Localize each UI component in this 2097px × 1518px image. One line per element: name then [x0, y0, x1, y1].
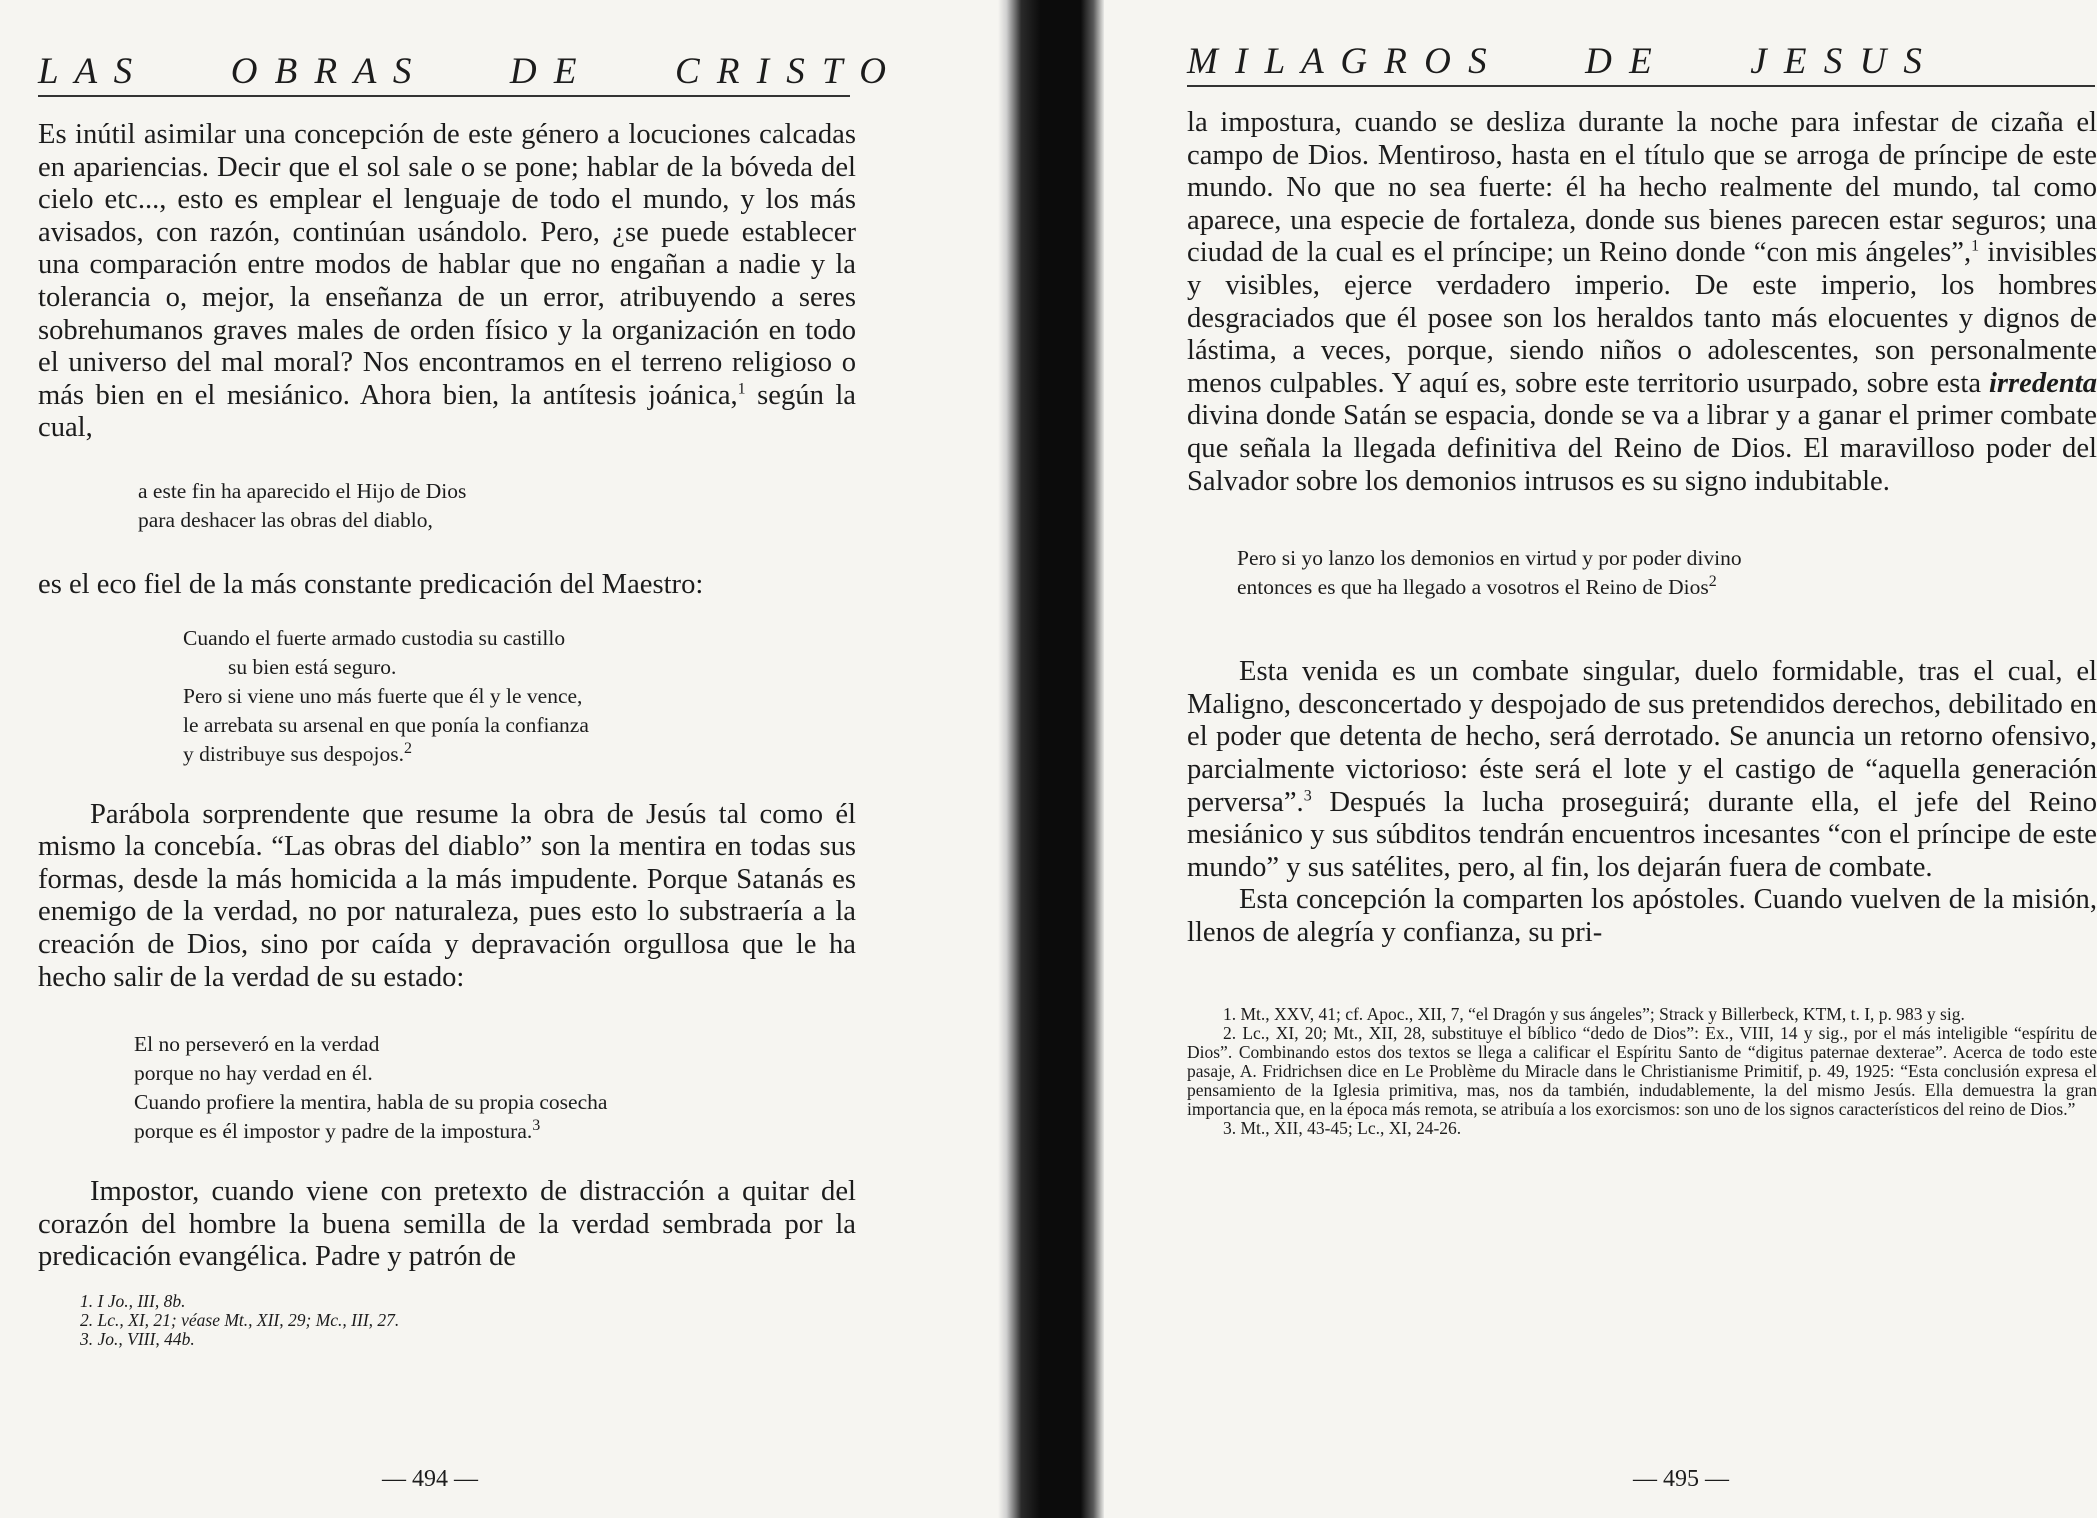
paragraph: [1187, 656, 2097, 884]
block-quote: [1237, 544, 2097, 602]
quote-line: a este fin ha aparecido el Hijo de Dios: [138, 478, 467, 503]
footnote-ref: 3: [1303, 786, 1312, 804]
footnotes-left: [38, 1292, 856, 1349]
left-page: [0, 0, 990, 1518]
running-head-word: M I L A G R O S: [1187, 41, 1488, 82]
footnote: 3. Mt., XII, 43-45; Lc., XI, 24-26.: [1223, 1118, 1462, 1139]
footnote-ref: 2: [1708, 572, 1717, 590]
paragraph: Impostor, cuando viene con pretexto de distracción a quitar del corazón del hombre la buena semilla de la verdad sembrada por la predicación evangélica. Padre y patrón de: [38, 1176, 856, 1273]
paragraph: [38, 119, 856, 445]
block-quote: [134, 1030, 856, 1146]
block-quote: [138, 477, 856, 535]
footnote: 2. Lc., XI, 21; véase Mt., XII, 29; Mc., III, 27.: [80, 1309, 400, 1330]
right-page: [1095, 0, 2097, 1518]
footnote-ref: 1: [1971, 237, 1980, 255]
paragraph-text: la impostura, cuando se desliza durante la noche para infestar de cizaña el campo de Dios. Mentiroso, hasta en el título que se arroga de príncipe de este mundo. No que no sea fuerte: él ha hecho realmente del mundo, tal como aparece, una especie de fortaleza, donde sus bienes parecen estar seguros; una ciudad de la cual es el príncipe; un Reino donde “con mis ángeles”,: [1187, 107, 2097, 269]
quote-line: Pero si viene uno más fuerte que él y le vence,: [183, 683, 583, 708]
running-head-word: J E S U S: [1750, 41, 1923, 82]
quote-text: entonces es que ha llegado a vosotros el Reino de Dios: [1237, 575, 1709, 600]
footnote: 1. I Jo., III, 8b.: [80, 1290, 186, 1311]
quote-line: para deshacer las obras del diablo,: [138, 507, 433, 532]
quote-line: Cuando profiere la mentira, habla de su propia cosecha: [134, 1090, 608, 1115]
paragraph-text: según la cual,: [38, 379, 856, 444]
quote-line: El no perseveró en la verdad: [134, 1032, 380, 1057]
block-quote: [183, 624, 856, 769]
paragraph: Parábola sorprendente que resume la obra de Jesús tal como él mismo la concebía. “Las obras del diablo” son la mentira en todas sus formas, desde la más homicida a la más impudente. Porque Satanás es enemigo de la verdad, no por naturaleza, pues esto lo substraería a la creación de Dios, sino por caída y depravación orgullosa que le ha hecho salir de la verdad de su estado:: [38, 798, 856, 993]
quote-line: [134, 1117, 856, 1146]
quote-text: y distribuye sus despojos.: [183, 741, 404, 766]
running-head-right: [1187, 40, 2095, 87]
quote-line: [183, 740, 856, 769]
quote-line: le arrebata su arsenal en que ponía la confianza: [183, 712, 589, 737]
footnotes-right: [1187, 1005, 2097, 1138]
quote-text: porque es él impostor y padre de la impostura.: [134, 1119, 533, 1144]
paragraph-text: divina donde Satán se espacia, donde se va a librar y a ganar el primer combate que señala la llegada definitiva del Reino de Dios. El maravilloso poder del Salvador sobre los demonios intrusos es su signo indubitable.: [1187, 400, 2097, 497]
footnote-ref: 1: [737, 380, 746, 398]
running-head-word: D E: [509, 51, 578, 92]
page-number-right: — 495 —: [1633, 1466, 1729, 1492]
footnote: 3. Jo., VIII, 44b.: [80, 1328, 195, 1349]
paragraph: [1187, 107, 2097, 498]
paragraph: Esta concepción la comparten los apóstoles. Cuando vuelven de la misión, llenos de alegría y confianza, su pri-: [1187, 884, 2097, 948]
footnote-ref: 2: [403, 739, 412, 757]
emphasized-word: irredenta: [1988, 367, 2097, 399]
footnote: 2. Lc., XI, 20; Mt., XII, 28, substituye el bíblico “dedo de Dios”: Ex., VIII, 14 y sig., por el más inteligible “espíritu de Dios”. Combinando estos dos textos se llega a calificar el Espíritu Santo de “digitus paternae dexterae”. Acerca de todo este pasaje, A. Fridrichsen dice en Le Problème du Miracle dans le Christianisme Primitif, p. 49, 1925: “Esta conclusión expresa el pensamiento de la Iglesia primitiva, mas, nos da también, indudablemente, la del mismo Jesús. Ella demuestra la gran importancia que, en la época más remota, se atribuía a los exorcismos: son uno de los signos característicos del reino de Dios.”: [1187, 1023, 2097, 1120]
paragraph-text: Es inútil asimilar una concepción de este género a locuciones calcadas en apariencias. Decir que el sol sale o se pone; hablar de la bóveda del cielo etc..., esto es emplear el lenguaje de todo el mundo, y los más avisados, con razón, continúan usándolo. Pero, ¿se puede establecer una comparación entre modos de hablar que no engañan a nadie y la tolerancia o, mejor, la enseñanza de un error, atribuyendo a seres sobrehumanos graves males de orden físico y la organización en todo el universo del mal moral? Nos encontramos en el terreno religioso o más bien en el mesiánico. Ahora bien, la antítesis joánica,: [38, 119, 856, 411]
running-head-word: L A S: [38, 51, 134, 92]
running-head-word: C R I S T O: [674, 51, 887, 92]
left-body: [38, 119, 856, 1349]
quote-line: [1237, 573, 2097, 602]
right-body: [1187, 107, 2097, 1138]
running-head-left: [38, 50, 887, 97]
book-gutter: [998, 0, 1104, 1518]
paragraph-text: invisibles y visibles, ejerce verdadero imperio. De este imperio, los hombres desgraciados que él posee son los heraldos tanto más elocuentes y dignos de lástima, a veces, porque, siendo niños o adolescentes, son personalmente menos culpables. Y aquí es, sobre este territorio usurpado, sobre esta: [1187, 237, 2097, 399]
quote-line: Cuando el fuerte armado custodia su castillo: [183, 625, 566, 650]
footnote-ref: 3: [532, 1116, 541, 1134]
quote-line: Pero si yo lanzo los demonios en virtud y por poder divino: [1237, 546, 1742, 571]
quote-line: su bien está seguro.: [228, 654, 397, 679]
paragraph: es el eco fiel de la más constante predicación del Maestro:: [38, 568, 704, 600]
paragraph-text: Después la lucha proseguirá; durante ella, el jefe del Reino mesiánico y sus súbditos tendrán encuentros incesantes “con el príncipe de este mundo” y sus satélites, pero, al fin, los dejarán fuera de combate.: [1187, 786, 2097, 883]
quote-line: porque no hay verdad en él.: [134, 1061, 373, 1086]
paragraph-text: Esta venida es un combate singular, duelo formidable, tras el cual, el Maligno, desconcertado y despojado de sus pretendidos derechos, debilitado en el poder que detenta de hecho, será derrotado. Se anuncia un retorno ofensivo, parcialmente victorioso: éste será el lote y el castigo de “aquella generación perversa”.: [1187, 656, 2097, 818]
running-head-word: O B R A S: [230, 51, 413, 92]
footnote: 1. Mt., XXV, 41; cf. Apoc., XII, 7, “el Dragón y sus ángeles”; Strack y Billerbeck, KTM, t. I, p. 983 y sig.: [1223, 1004, 1965, 1025]
running-head-word: D E: [1585, 41, 1653, 82]
page-number-left: — 494 —: [382, 1466, 478, 1492]
